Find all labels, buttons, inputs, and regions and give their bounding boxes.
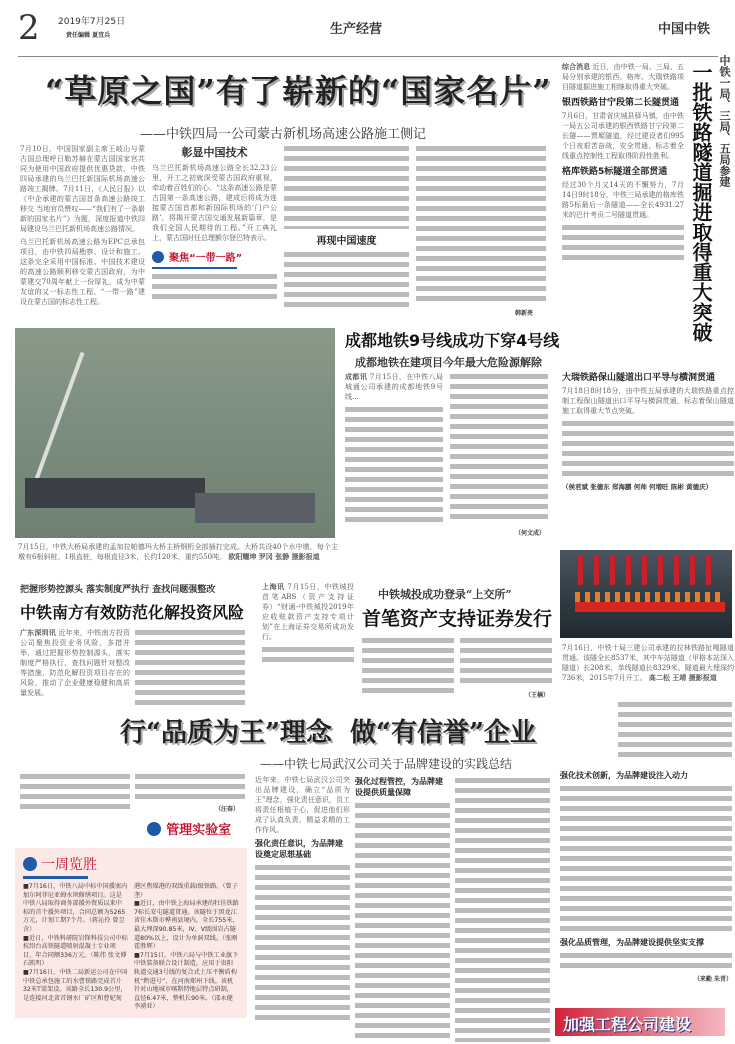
- feature1-col3b: [284, 250, 409, 310]
- feature1-col2: [152, 144, 277, 305]
- right-col-top: [562, 62, 684, 266]
- feature1-title: “草原之国”有了崭新的“国家名片”: [45, 72, 552, 110]
- weekly-list: [23, 883, 239, 1012]
- subhead-technology: 彰显中国技术: [181, 146, 248, 159]
- feature1-col1: [20, 144, 145, 310]
- chengtou-col2: [362, 636, 454, 698]
- chengtou-tag: 上海讯: [262, 582, 285, 591]
- feature2-col4: [618, 700, 732, 762]
- globe-icon: [147, 822, 161, 836]
- barge2-in-photo: [195, 493, 315, 523]
- issue-date: 2019年7月25日: [58, 17, 126, 27]
- chengdu-lead: [345, 372, 443, 402]
- weekly-title: 一周览胜: [41, 857, 97, 873]
- feature1-author: 韩新亮: [515, 310, 534, 317]
- south-col1: [20, 628, 130, 701]
- feature2-sub4: 强化品质管理，为品牌建设提供坚实支撑: [560, 938, 704, 947]
- feature2-author: （来勤 朱青）: [693, 976, 732, 983]
- section-title: 生产经营: [330, 22, 383, 37]
- right-t3: 7月18日8时18分，由中铁五局承建的大瑞铁路重点控制工程保山隧道出口平导与横洞贯通，标志着保山隧道施工取得重大节点突破。: [562, 387, 734, 415]
- page-number: 2: [18, 8, 40, 48]
- right-col-bottom: [562, 370, 734, 494]
- south-kicker: 把握形势控源头 落实制度严执行 查找问题强整改: [20, 585, 216, 595]
- globe-icon: [152, 251, 164, 263]
- feature2-sub3: 强化技术创新，为品牌建设注入动力: [560, 771, 688, 780]
- tunnel-photo-caption: [562, 643, 734, 683]
- chengdu-tag: 成都讯: [345, 372, 368, 381]
- right-t3-more: [562, 419, 734, 479]
- feature2-subtitle: ——中铁七局武汉公司关于品牌建设的实践总结: [260, 757, 513, 771]
- south-lead: [20, 628, 130, 698]
- feature2-title: 行“品质为王”理念 做“有信誉”企业: [120, 718, 536, 748]
- caption-credit: 欧阳耀坤 罗冈 张静 摄影报道: [228, 552, 320, 561]
- chengdu-author: （何文成）: [515, 530, 546, 537]
- chengtou-col1: [262, 582, 354, 668]
- chengdu-col1-more: [345, 405, 443, 525]
- weekly-item: ■7月16日，中铁二局新运公司在中国中铁总承包施工的水曹铁路完成首片32米T梁架设。该路全长130.9公里，是连接河北省首钢水厂矿区和曹妃甸港区焦煤港的双线重载Ⅰ级铁路。（曾子垄）: [23, 883, 238, 1002]
- feature2-col4c: [560, 951, 732, 971]
- weekly-item: ■7月16日，中铁八局中标中国援塞内加尔阿菲尼亚姆水坝修缮项目。这是中铁八局取得商务部援外资质以来中标的首个援外项目，合同总额为5265万元，计划工期7个月。（蒋沁伶 曾昱含）: [23, 883, 128, 933]
- weekly-underline: [23, 876, 88, 879]
- chengtou-kicker: 中铁城投成功登录“上交所”: [378, 588, 512, 601]
- feature1-para3: 乌兰巴托新机场高速公路全长32.23公里，开工之初就深受蒙古国政府重视，牵动着百姓们的心。“这条高速公路是蒙古国第一条高速公路，建成后将成为连接蒙古国首都和新国际机场的‘门户公路’，将揭开蒙古国交通发展新篇章，是我们全国人民期待的工程。”开工典礼上，蒙古国时任总理额尔登巴特表示。: [152, 164, 277, 242]
- south-col1b: [20, 772, 130, 812]
- right-h2: 格库铁路5标隧道全部贯通: [562, 167, 668, 177]
- feature2-col4-body: [560, 770, 732, 986]
- bottom-banner: [555, 1008, 725, 1036]
- weekly-item: ■近日，中铁科研院岩锋科技公司中标杭绍台高铁隧道喷射混凝土专业项目，年合同额336万元。（陈伟 张文博 石凯明）: [23, 934, 128, 968]
- intro-text: 近日，由中铁一局、三局、五局分别承建的银西、格库、大瑞铁路项目隧道掘进施工相继取得重大突破。: [562, 63, 685, 91]
- banner-text: 加强工程公司建设: [563, 1015, 692, 1034]
- right-h3: 大瑞铁路保山隧道出口平导与横洞贯通: [562, 373, 716, 383]
- feature1-col4: [416, 144, 546, 304]
- feature2-col3: [455, 776, 550, 1042]
- bridge-photo: [15, 328, 335, 538]
- globe-icon: [23, 857, 37, 871]
- right-t1: 7月6日，甘肃省庆城县驿马镇，由中铁一局五公司承建的银西铁路甘宁段第二长隧——贾塬隧道，经过建设者们995个日夜艰苦奋战，安全贯通，标志着全线重点控制性工程取得阶段性胜利。: [562, 112, 684, 160]
- feature2-lead: 近年来，中铁七局武汉公司突出品牌建设，确立“品质为王”理念，强化责任意识，员工将责任根植于心，促进他们形成了认真负责、精益求精的工作作风。: [255, 776, 350, 834]
- right-t2-more: [562, 223, 684, 263]
- intro-tag: 综合消息: [562, 62, 591, 71]
- weekly-item: ■7月15日，中铁六局与中铁工业旗下中铁装备联合设计制造，应用于贵阳轨道交通3号线的复合式土压平衡盾构机“黔进号”，在河南郑州下线。该机针对山地城市喀斯特地层特点研制，直径6.47米，整机长90米。（邵永健 李湧亚）: [134, 951, 239, 1011]
- lead-text: 7月10日，中国国家副主席王岐山与蒙古国总理呼日勒苏赫在蒙古国国家宫共同为使用中国政府提供优惠贷款、中铁四局承建的乌兰巴托新国际机场高速公路竣工揭牌。7月11日，《人民日报》以《中企承建的蒙古国首条高速公路竣工移交 当地官员赞叹——“我们有了一条崭新的国家名片”》为题，深度报道中铁四局建设乌兰巴托新机场高速公路情况。: [20, 145, 145, 233]
- banner-in-photo: [575, 602, 725, 612]
- crane-in-photo: [29, 352, 84, 494]
- feature1-col3a: [284, 144, 409, 229]
- belt-road-label: 聚焦“一带一路”: [169, 253, 243, 264]
- chengtou-title: 首笔资产支持证券发行: [362, 608, 553, 630]
- subhead-speed: 再现中国速度: [316, 236, 377, 247]
- right-t2: 经过30个月又14天的不懈努力，7月14日9时18分，中铁三局承建的格库铁路5标最后一条隧道——全长4931.27米的巴什考贡二号隧道贯通。: [562, 181, 684, 219]
- south-author: （汪春）: [215, 806, 240, 813]
- flags-in-photo: [578, 555, 718, 585]
- barge-in-photo: [25, 478, 205, 508]
- right-vertical-side: 中铁一局、三局、五局参建: [718, 55, 731, 187]
- chengdu-col2: [450, 372, 548, 522]
- caption-text: 7月16日，中铁十局三建公司承建的拉林铁路扯嘎隧道贯通。该隧全长8537米，其中车站隧道（甲格本站深入隧道）长208米，单线隧道长8329米。隧道最大埋深约736米，2015年7月开工。: [562, 644, 734, 682]
- weekly-item: ■近日，由中铁上海局承建的牡佳铁路7标长安屯隧道贯通。该隧位于黑龙江省佳木斯市桦南县境内，全长755米，最大埋深90.85米，Ⅳ、Ⅴ级围岩占隧道80%以上，设计为单洞双线。（张刚 霍胜辉）: [134, 900, 239, 951]
- caption-text: 7月15日，中铁大桥局承建的孟加拉帕德玛大桥主桥钢桁全部插打完成。大桥共设40个水中墩，每个主墩有6根斜桩、1根直桩，每根直径3米，长约120米，重约550吨。: [18, 543, 338, 561]
- feature1-subtitle: ——中铁四局一公司蒙古新机场高速公路施工侧记: [140, 127, 427, 142]
- weekly-header: [23, 854, 239, 874]
- chengdu-title: 成都地铁9号线成功下穿4号线: [345, 331, 560, 350]
- right-h1: 银西铁路甘宁段第二长隧贯通: [562, 98, 680, 108]
- right-vertical-title: 一批铁路隧道掘进取得重大突破: [689, 62, 713, 342]
- south-title: 中铁南方有效防范化解投资风险: [20, 603, 245, 622]
- south-tag: 广东深圳讯: [20, 628, 56, 637]
- chengdu-subtitle: 成都地铁在建项目今年最大危险源解除: [355, 356, 542, 369]
- feature2-col2-more: [355, 801, 450, 1041]
- header-rule: [18, 56, 718, 57]
- feature2-col1-more: [255, 863, 350, 1023]
- chengtou-col3: [460, 636, 552, 686]
- tunnel-photo: [560, 550, 732, 638]
- feature2-col4b: [560, 784, 732, 934]
- management-lab-label: 管理实验室: [166, 823, 232, 838]
- right-credit: （侯君斌 张德东 郑海鹏 何帅 何増旺 陈彬 黄德庆）: [562, 483, 713, 491]
- caption-credit: 高二松 王靖 摄影报道: [648, 673, 717, 682]
- feature2-col2: [355, 776, 450, 1044]
- chengtou-col1-more: [262, 645, 354, 665]
- south-col2b: [135, 772, 245, 802]
- weekly-box: [15, 848, 247, 1018]
- workers-in-photo: [575, 592, 725, 602]
- feature2-sub1: 强化责任意识，为品牌建设奠定思想基础: [255, 839, 343, 859]
- right-intro: [562, 62, 684, 92]
- editor-line: 责任编辑 夏宜兵: [66, 32, 111, 39]
- feature1-col2-more: [152, 272, 277, 302]
- chengtou-lead: [262, 582, 354, 642]
- feature2-sub2: 强化过程管控，为品牌建设提供质量保障: [355, 777, 443, 797]
- lead-text: 近年来，中铁南方投资公司聚焦投资业务风险，多措并举，通过把握形势控制源头，落实制度严格执行，查找问题针对整改等措施，防范化解投资项目存在的风险，推动了企业健康稳健和高质量发展。: [20, 629, 131, 697]
- para-text: 乌兰巴托新机场高速公路为EPC总承包项目，由中铁四局勘察、设计和施工。这条完全采用中国标准、中国技术建设的高速公路顺利移交蒙古国政府，为中蒙建交70周年献上一份厚礼，成为中蒙友谊的又一标志性工程、“一带一路”建设在蒙古国的标志性工程。: [20, 238, 145, 306]
- chengdu-col1: [345, 372, 443, 528]
- south-col2: [135, 628, 245, 706]
- lead-text: 7月15日，在中铁八局城通公司承建的成都地铁9号线...: [345, 373, 443, 401]
- feature2-col1: [255, 775, 350, 1026]
- management-lab-logo: [147, 818, 231, 838]
- chengtou-author: （王楠）: [525, 692, 550, 699]
- belt-road-logo: [152, 246, 277, 269]
- masthead: 中国中铁: [658, 22, 711, 37]
- feature1-col3: [284, 144, 409, 313]
- logo-underline: [152, 267, 237, 269]
- lead-text: 7月15日，中铁城投首笔ABS（资产支持证券）“财通-中铁城投2019年应收账款资产支持专项计划”在上海证券交易所成功发行。: [262, 583, 354, 641]
- bridge-photo-caption: [18, 542, 338, 562]
